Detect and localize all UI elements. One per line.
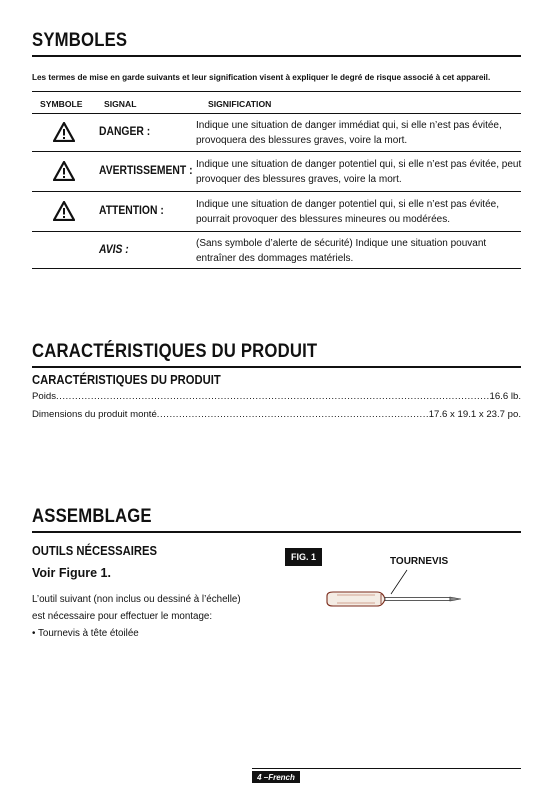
spec-label: Dimensions du produit monté: [32, 409, 157, 420]
spec-item-weight: [32, 391, 521, 402]
header-symbol: SYMBOLE: [40, 99, 83, 109]
specs-title: CARACTÉRISTIQUES DU PRODUIT: [32, 341, 318, 362]
header-signal: SIGNAL: [104, 99, 137, 109]
signal-danger: DANGER :: [99, 126, 151, 138]
meaning-attention: Indique une situation de danger potentiel qui, si elle n’est pas évitée, pourrait provoquer des blessures mineures ou modérées.: [196, 199, 499, 225]
tool-label: TOURNEVIS: [390, 556, 449, 567]
signal-avertissement: AVERTISSEMENT :: [99, 165, 193, 177]
table-header-rule: [32, 113, 521, 114]
spec-label: Poids: [32, 391, 56, 402]
footer-rule: [252, 768, 521, 769]
spec-value: 17.6 x 19.1 x 23.7 po.: [428, 409, 521, 420]
spec-value: 16.6 lb.: [489, 391, 521, 402]
symboles-top-rule: [32, 55, 521, 57]
signal-avis: AVIS :: [99, 244, 129, 256]
warning-triangle-icon: [53, 122, 75, 142]
leader-dots: [56, 391, 490, 402]
tools-bullet: • Tournevis à tête étoilée: [32, 628, 139, 639]
assembly-title: ASSEMBLAGE: [32, 506, 152, 527]
table-row-rule: [32, 151, 521, 152]
symboles-title: SYMBOLES: [32, 30, 128, 51]
meaning-avis: (Sans symbole d’alerte de sécurité) Indique une situation pouvant entraîner des dommages matériels.: [196, 238, 487, 264]
symboles-intro: Les termes de mise en garde suivants et leur signification visent à expliquer le degré de risque associé à cet appareil.: [32, 73, 491, 82]
see-figure: Voir Figure 1.: [32, 566, 111, 580]
meaning-danger: Indique une situation de danger immédiat qui, si elle n’est pas évitée, provoquera des blessures graves, voire la mort.: [196, 120, 502, 146]
page-number: 4 –French: [252, 771, 300, 783]
tools-text-line1: L’outil suivant (non inclus ou dessiné à l’échelle): [32, 594, 241, 605]
spec-item-dimensions: [32, 409, 521, 420]
table-row-rule: [32, 191, 521, 192]
tools-heading: OUTILS NÉCESSAIRES: [32, 544, 158, 558]
specs-subtitle: CARACTÉRISTIQUES DU PRODUIT: [32, 373, 221, 387]
signal-attention: ATTENTION :: [99, 205, 164, 217]
table-top-rule: [32, 91, 521, 92]
warning-triangle-icon: [53, 201, 75, 221]
tools-text-line2: est nécessaire pour effectuer le montage:: [32, 611, 213, 622]
fig-label: FIG. 1: [285, 548, 322, 566]
specs-rule: [32, 366, 521, 368]
meaning-avertissement: Indique une situation de danger potentiel qui, si elle n’est pas évitée, peut provoquer des blessures graves, voire la mort.: [196, 159, 522, 185]
header-meaning: SIGNIFICATION: [208, 99, 272, 109]
leader-dots: [157, 409, 429, 420]
screwdriver-icon: [325, 566, 465, 626]
assembly-rule: [32, 531, 521, 533]
warning-triangle-icon: [53, 161, 75, 181]
table-bottom-rule: [32, 268, 521, 269]
table-row-rule: [32, 231, 521, 232]
